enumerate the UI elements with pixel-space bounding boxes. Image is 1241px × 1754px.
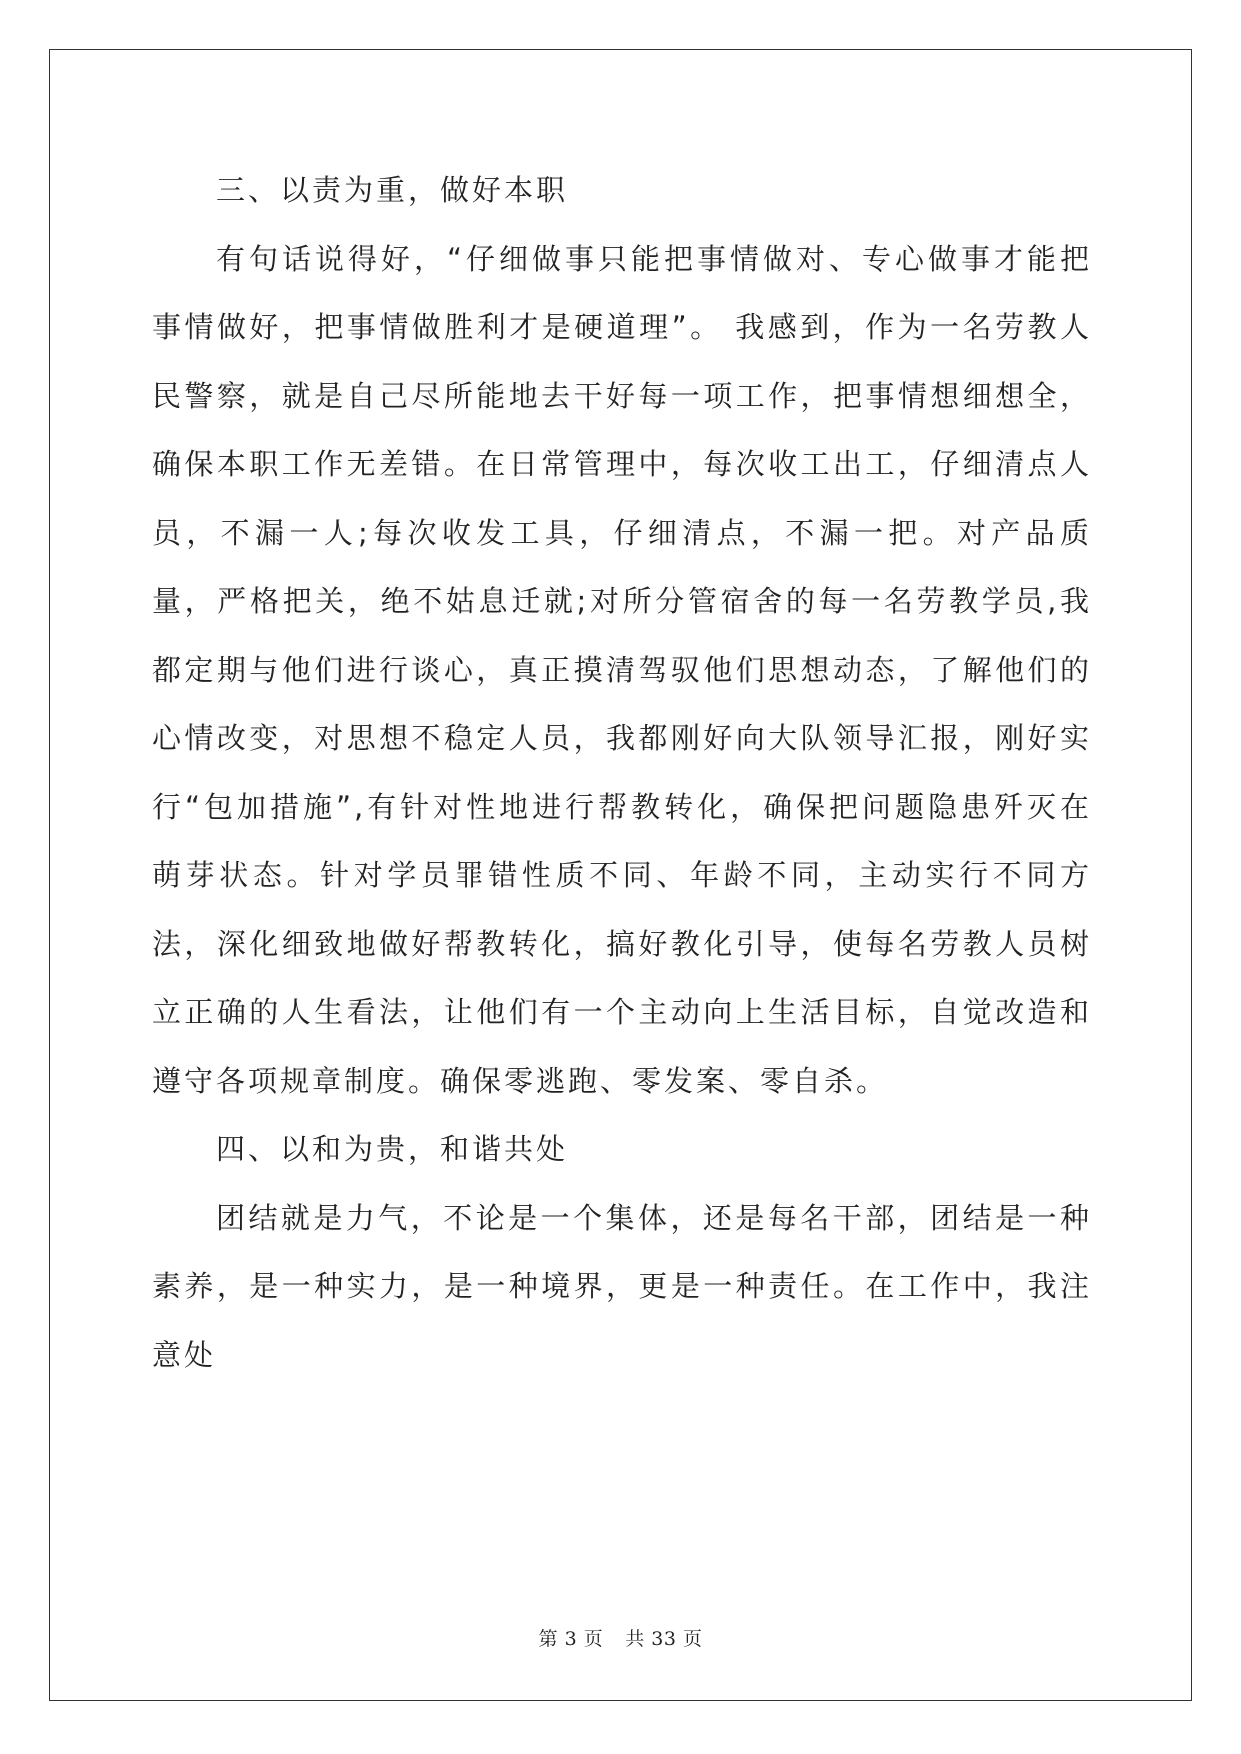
document-body — [152, 156, 1092, 1389]
body-paragraph: 有句话说得好，“仔细做事只能把事情做对、专心做事才能把事情做好，把事情做胜利才是硬道理”。 我感到，作为一名劳教人民警察，就是自己尽所能地去干好每一项工作，把事情想细想全，确保本职工作无差错。在日常管理中，每次收工出工，仔细清点人员，不漏一人;每次收发工具，仔细清点，不漏一把。对产品质量，严格把关，绝不姑息迁就;对所分管宿舍的每一名劳教学员,我都定期与他们进行谈心，真正摸清驾驭他们思想动态，了解他们的心情改变，对思想不稳定人员，我都刚好向大队领导汇报，刚好实行“包加措施”,有针对性地进行帮教转化，确保把问题隐患歼灭在萌芽状态。针对学员罪错性质不同、年龄不同，主动实行不同方法，深化细致地做好帮教转化，搞好教化引导，使每名劳教人员树立正确的人生看法，让他们有一个主动向上生活目标，自觉改造和遵守各项规章制度。确保零逃跑、零发案、零自杀。 — [152, 241, 1092, 1098]
section-heading-3: 三、以责为重，做好本职 — [216, 173, 569, 207]
section-heading-4: 四、以和为贵，和谐共处 — [216, 1132, 569, 1166]
page-total: 共 33 页 — [625, 1628, 703, 1650]
body-paragraph: 团结就是力气，不论是一个集体，还是每名干部，团结是一种素养，是一种实力，是一种境界，更是一种责任。在工作中，我注意处 — [152, 1200, 1092, 1372]
page-number: 第 3 页 — [538, 1628, 604, 1650]
page-footer — [0, 1624, 1241, 1651]
